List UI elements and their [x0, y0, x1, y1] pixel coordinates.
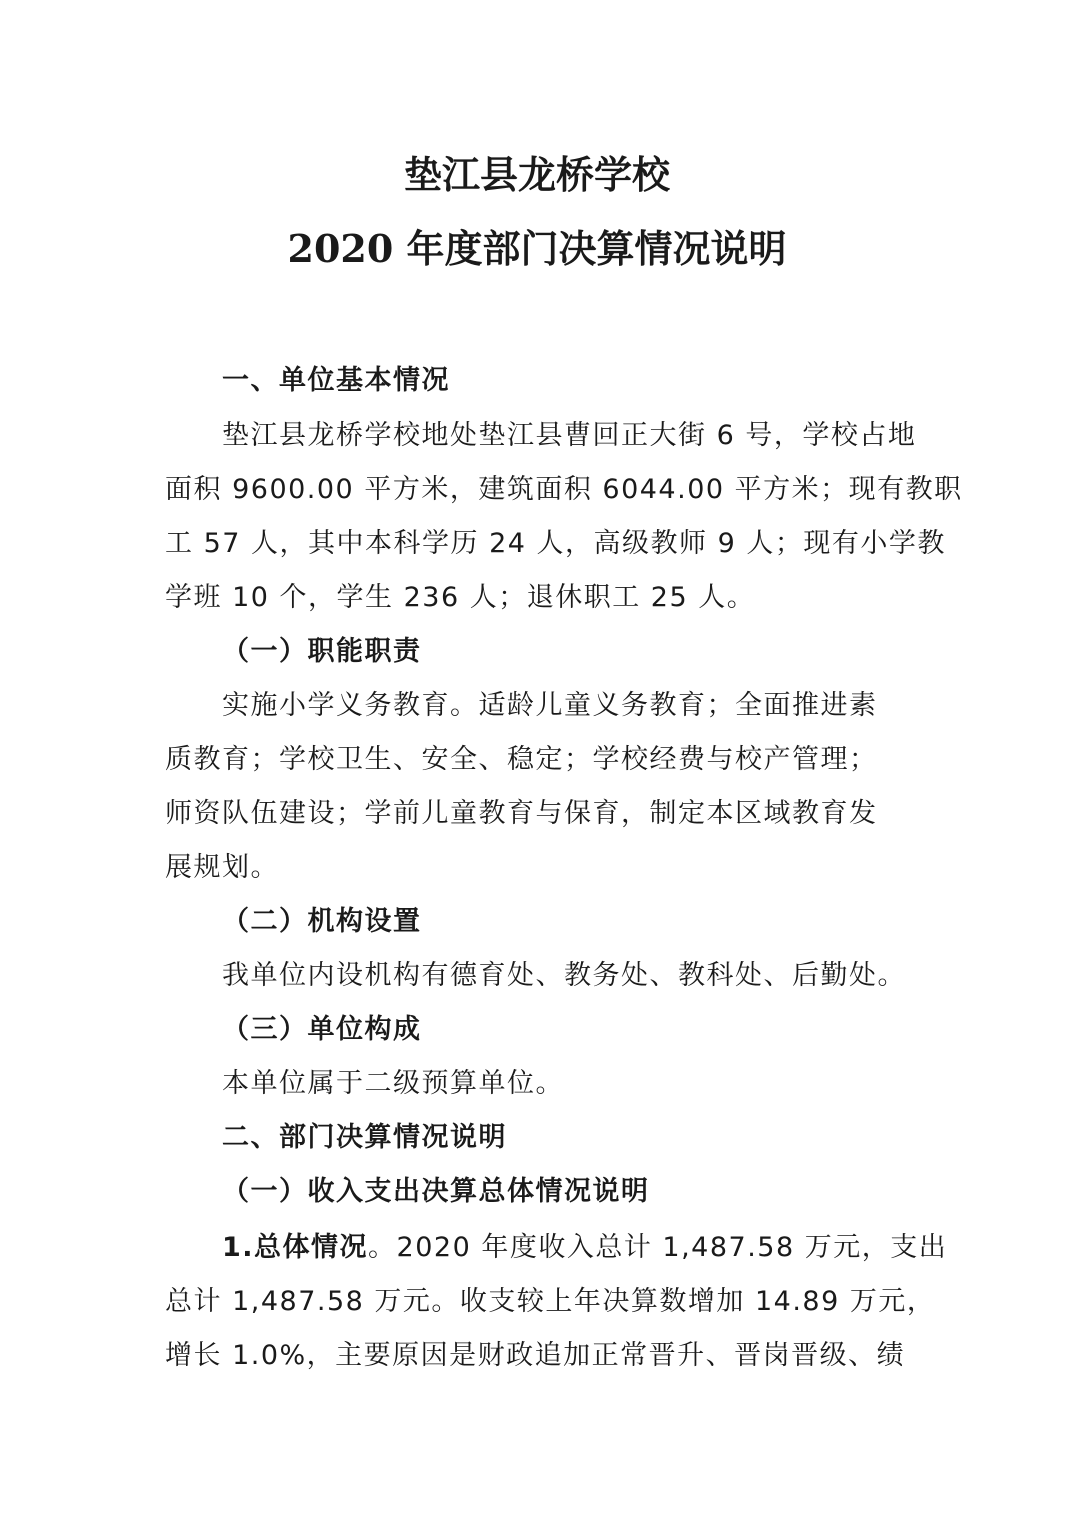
paragraph-line: 总计 1,487.58 万元。收支较上年决算数增加 14.89 万元， [165, 1286, 936, 1317]
subsection-heading: （一）收入支出决算总体情况说明 [222, 1176, 650, 1207]
document-title-line-2: 2020 年度部门决算情况说明 [287, 226, 787, 271]
paragraph-line: 学班 10 个，学生 236 人；退休职工 25 人。 [165, 582, 756, 613]
paragraph-line: 工 57 人，其中本科学历 24 人，高级教师 9 人；现有小学教 [165, 528, 946, 559]
paragraph-line: 质教育；学校卫生、安全、稳定；学校经费与校产管理； [165, 744, 878, 775]
section-heading-1: 一、单位基本情况 [222, 365, 450, 396]
paragraph-line: 增长 1.0%，主要原因是财政追加正常晋升、晋岗晋级、绩 [165, 1340, 906, 1371]
inline-text: 。2020 年度收入总计 1,487.58 万元，支出 [368, 1232, 948, 1263]
paragraph-line: 实施小学义务教育。适龄儿童义务教育；全面推进素 [222, 690, 878, 721]
inline-heading: 1.总体情况 [222, 1232, 369, 1263]
subsection-heading: （二）机构设置 [222, 906, 422, 937]
document-title-line-1: 垫江县龙桥学校 [403, 152, 670, 197]
subsection-heading: （三）单位构成 [222, 1014, 422, 1045]
paragraph-line: 我单位内设机构有德育处、教务处、教科处、后勤处。 [222, 960, 906, 991]
subsection-heading: （一）职能职责 [222, 636, 422, 667]
paragraph-line: 展规划。 [165, 852, 279, 883]
paragraph-line: 师资队伍建设；学前儿童教育与保育，制定本区域教育发 [165, 798, 878, 829]
paragraph-line: 面积 9600.00 平方米，建筑面积 6044.00 平方米；现有教职 [165, 474, 963, 505]
section-heading-2: 二、部门决算情况说明 [222, 1122, 507, 1153]
paragraph-line [222, 1230, 947, 1266]
paragraph-line: 垫江县龙桥学校地处垫江县曹回正大街 6 号，学校占地 [222, 420, 917, 451]
paragraph-line: 本单位属于二级预算单位。 [222, 1068, 564, 1099]
